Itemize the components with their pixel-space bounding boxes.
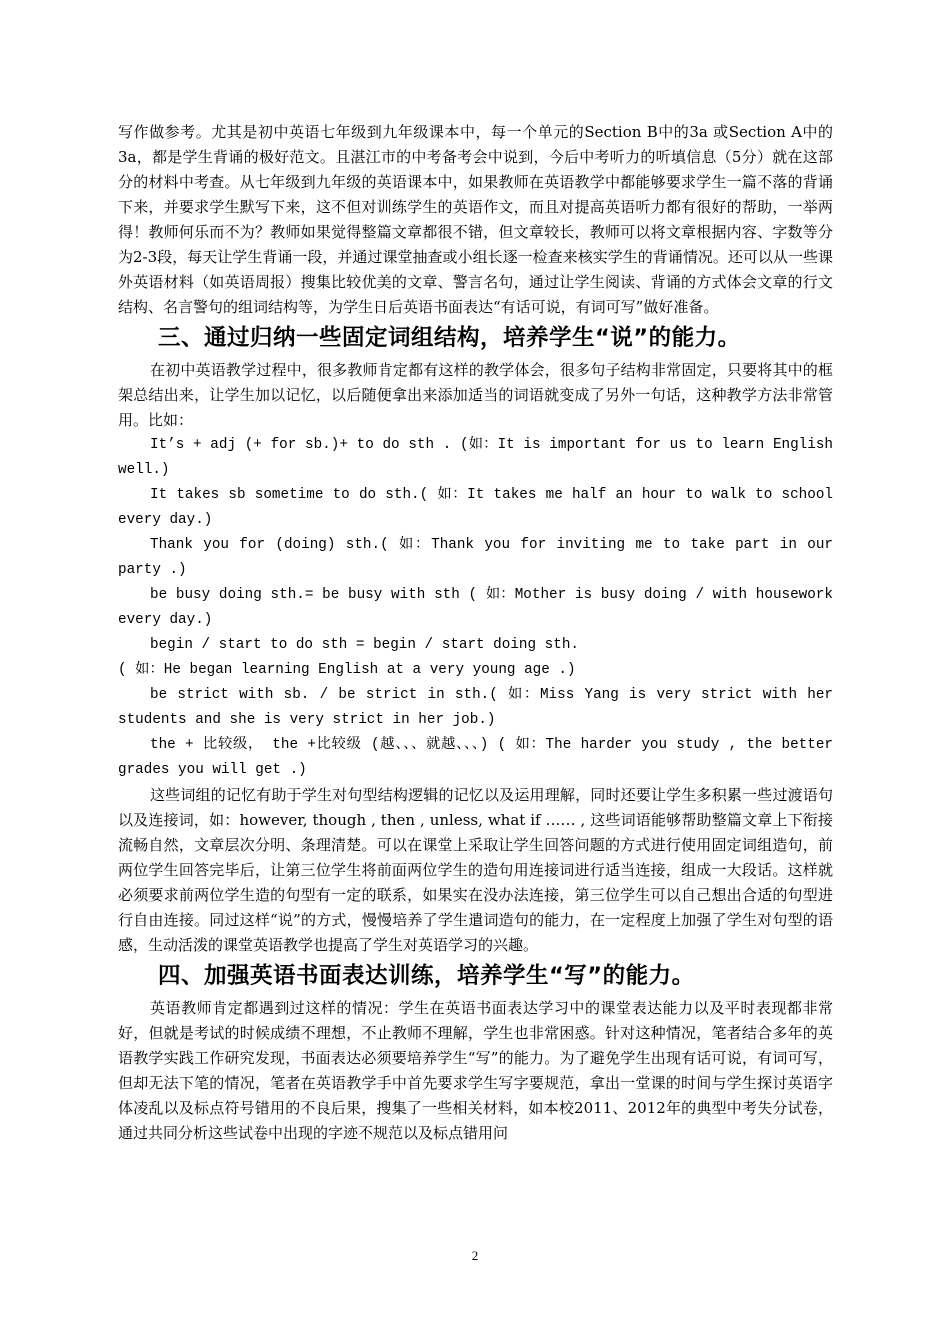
example-phrase: be busy doing sth.= be busy with sth ( 如：Mother is busy doing / with housework every day.): [118, 587, 833, 628]
example-phrase: It takes sb sometime to do sth.( 如：It takes me half an hour to walk to school every day.): [118, 487, 833, 528]
page-number: 2: [471, 1248, 479, 1263]
section-heading-4: 四、加强英语书面表达训练，培养学生“写”的能力。: [158, 963, 695, 989]
page-body: [118, 120, 833, 1146]
paragraph-section-3-body: 这些词组的记忆有助于学生对句型结构逻辑的记忆以及运用理解，同时还要让学生多积累一些过渡语句以及连接词，如：however, though , then , unless, what if …… , 这些词语能够帮助整篇文章上下衔接流畅自然，文章层次分明、条理清楚。可以在课堂上采取让学生回答问题的方式进行使用固定词组造句，前两位学生回答完毕后，让第三位学生将前面两位学生的造句用连接词进行适当连接，组成一大段话。这样就必须要求前两位学生造的句型有一定的联系，如果实在没办法连接，第三位学生可以自己想出合适的句型进行自由连接。同过这样“说”的方式，慢慢培养了学生遣词造句的能力，在一定程度上加强了学生对句型的语感，生动活泼的课堂英语教学也提高了学生对英语学习的兴趣。: [118, 786, 833, 954]
paragraph-section-3-intro: 在初中英语教学过程中，很多教师肯定都有这样的教学体会，很多句子结构非常固定，只要将其中的框架总结出来，让学生加以记忆，以后随便拿出来添加适当的词语就变成了另外一句话，这种教学方法非常管用。比如：: [118, 361, 833, 429]
example-phrase: the + 比较级， the +比较级 (越、、、就越、、、) ( 如：The harder you study , the better grades you will get .): [118, 737, 833, 778]
example-phrase: ( 如：He began learning English at a very young age .): [118, 662, 576, 678]
example-phrase: be strict with sb. / be strict in sth.( 如：Miss Yang is very strict with her students and she is very strict in her job.): [118, 687, 833, 728]
section-heading-3: 三、通过归纳一些固定词组结构，培养学生“说”的能力。: [158, 325, 741, 351]
example-phrase: It’s + adj (+ for sb.)+ to do sth . (如：It is important for us to learn English well.): [118, 437, 833, 478]
example-phrase: begin / start to do sth = begin / start doing sth.: [150, 637, 579, 653]
paragraph-section-4-body: 英语教师肯定都遇到过这样的情况：学生在英语书面表达学习中的课堂表达能力以及平时表现都非常好，但就是考试的时候成绩不理想，不止教师不理解，学生也非常困惑。针对这种情况，笔者结合多年的英语教学实践工作研究发现，书面表达必须要培养学生“写”的能力。为了避免学生出现有话可说，有词可写，但却无法下笔的情况，笔者在英语教学手中首先要求学生写字要规范，拿出一堂课的时间与学生探讨英语字体凌乱以及标点符号错用的不良后果，搜集了一些相关材料，如本校2011、2012年的典型中考失分试卷，通过共同分析这些试卷中出现的字迹不规范以及标点错用问: [118, 999, 833, 1142]
paragraph-intro: 写作做参考。尤其是初中英语七年级到九年级课本中，每一个单元的Section B中的3a 或Section A中的3a，都是学生背诵的极好范文。且湛江市的中考备考会中说到，今后中考听力的听填信息（5分）就在这部分的材料中考查。从七年级到九年级的英语课本中，如果教师在英语教学中都能够要求学生一篇不落的背诵下来，并要求学生默写下来，这不但对训练学生的英语作文，而且对提高英语听力都有很好的帮助，一举两得！教师何乐而不为？教师如果觉得整篇文章都很不错，但文章较长，教师可以将文章根据内容、字数等分为2-3段，每天让学生背诵一段，并通过课堂抽查或小组长逐一检查来核实学生的背诵情况。还可以从一些课外英语材料（如英语周报）搜集比较优美的文章、警言名句，通过让学生阅读、背诵的方式体会文章的行文结构、名言警句的组词结构等，为学生日后英语书面表达“有话可说，有词可写”做好准备。: [118, 123, 833, 316]
example-phrase: Thank you for (doing) sth.( 如：Thank you for inviting me to take part in our party .): [118, 537, 833, 578]
